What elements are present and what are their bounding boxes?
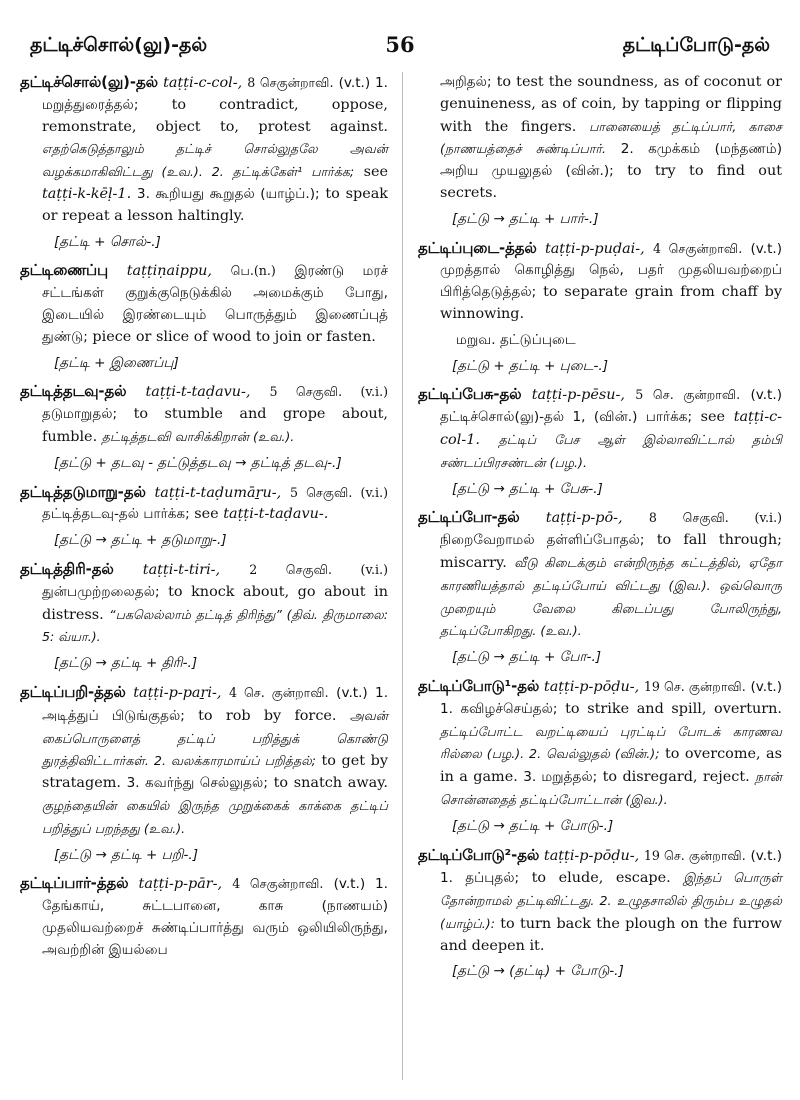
tamil-text: (v.t.) 1. கவிழச்செய்தல்; [440, 678, 783, 717]
english-gloss: to speak or repeat a lesson haltingly. [42, 185, 389, 224]
tamil-usage: பானையைத் தட்டிப்பார், காசை (நாணயத்தைச் சுண்டிப்பார். [440, 118, 782, 157]
transliteration: taṭṭi-p-pār-, [138, 876, 223, 893]
tamil-text: துன்பமுற்றலைதல்; [42, 583, 160, 600]
english-gloss: piece or slice of wood to join or fasten. [92, 328, 376, 345]
grammar-label: 4 செகுன்றாவி. [232, 876, 324, 892]
dictionary-entry [20, 482, 388, 527]
left-column [20, 72, 388, 965]
grammar-label: 19 செ. குன்றாவி. [643, 847, 746, 863]
tamil-usage: தட்டித்தடவி வாசிக்கிறான் (உவ.). [101, 428, 295, 444]
etymology: [தட்டு → தட்டி + தடுமாறு-.] [54, 532, 227, 549]
etymology: [தட்டு → தட்டி + பேசு-.] [452, 480, 603, 497]
tamil-text: தடுமாறுதல்; [42, 406, 118, 423]
synonym-note: மறுவ. தட்டுப்புடை [456, 331, 576, 348]
transliteration: taṭṭiṇaippu, [126, 263, 212, 280]
english-gloss: to snatch away. [273, 775, 389, 792]
headword: தட்டித்தடவு-தல் [20, 383, 127, 401]
transliteration: taṭṭi-p-pēsu-, [531, 387, 625, 404]
tamil-text: (v.t.) 1. அடித்துப் பிடுங்குதல்; [42, 684, 389, 724]
english-gloss: see [194, 506, 219, 523]
tamil-text: நிறைவேறாமல் தள்ளிப்போதல்; [440, 532, 645, 549]
transliteration: taṭṭi-c-col-, [163, 75, 243, 91]
transliteration: taṭṭi-p-paṟi-, [133, 684, 222, 701]
tamil-text: (v.t.) 1. தேங்காய், சுட்டபானை, காசு (நாணயம்) முதலியவற்றைச் சுண்டிப்பார்த்து வரும் ஒலியிலிருந்து, அவற்றின் இயல்பை [42, 876, 388, 958]
transliteration: taṭṭi-t-tiri-, [142, 561, 221, 578]
headword: தட்டிச்சொல்(லு)-தல் [20, 74, 158, 91]
right-column [418, 72, 782, 990]
dictionary-entry [20, 873, 388, 961]
dictionary-entry [418, 845, 782, 958]
transliteration: taṭṭi-p-pōḍu-, [543, 678, 640, 695]
grammar-label: 2 செகுவி. (v.i.) [249, 561, 389, 577]
headword: தட்டிப்பறி-த்தல் [20, 683, 126, 701]
dictionary-entry [20, 559, 388, 649]
grammar-label: 19 செ. குன்றாவி. [643, 678, 746, 694]
headword: தட்டிப்போடு²-தல் [418, 846, 540, 864]
english-gloss: to elude, escape. [531, 870, 671, 887]
english-gloss: to knock about, go about in distress. [42, 583, 388, 623]
etymology: [தட்டு → (தட்டி) + போடு-.] [452, 963, 624, 980]
english-gloss: to fall through; miscarry. [440, 532, 782, 571]
english-gloss: to get by stratagem. [42, 753, 389, 792]
tamil-text: 3. கவர்ந்து செல்லுதல்; [126, 775, 268, 792]
header-left-guideword: தட்டிச்சொல்(லு)-தல் [30, 34, 208, 56]
transliteration: taṭṭi-t-taḍavu-, [145, 384, 251, 401]
tamil-text: (v.t.) தட்டிச்சொல்(லு)-தல் 1, (வின்.) பார்க்க; [440, 387, 783, 426]
tamil-usage: இந்தப் பொருள் தோன்றாமல் தட்டிவிட்டது. 2. உழுதசாலில் திரும்ப உழுதல் (யாழ்ப்.): [440, 870, 782, 931]
headword: தட்டிப்போடு¹-தல் [418, 677, 540, 695]
tamil-text: 3. மறுத்தல்; [523, 769, 598, 786]
tamil-usage: எதற்கெடுத்தாலும் தட்டிச் சொல்லுதலே அவன் வழக்கமாகிவிட்டது (உவ.). 2. தட்டிக்கேள்¹ பார்க்க; [42, 141, 388, 180]
headword: தட்டிப்போ-தல் [418, 509, 520, 527]
grammar-label: 5 செகுவி. (v.i.) [269, 384, 388, 400]
headword: தட்டிணைப்பு [20, 262, 109, 280]
tamil-text: 2. கமுக்கம் (மந்தணம்) அறிய முயலுதல் (வின்.); [440, 141, 783, 180]
entry-continuation [418, 72, 782, 205]
english-gloss: see [700, 409, 726, 426]
etymology: [தட்டு → தட்டி + போ-.] [452, 649, 602, 666]
tamil-text: தட்டித்தடவு-தல் பார்க்க; [42, 506, 190, 523]
tamil-text: (v.t.) 1. மறுத்துரைத்தல்; [42, 75, 388, 113]
etymology: [தட்டு + தடவு - தட்டுத்தடவு → தட்டித் தடவு-.] [54, 454, 342, 471]
transliteration: taṭṭi-t-taḍavu-. [223, 506, 329, 523]
dictionary-entry [20, 682, 388, 841]
column-divider [402, 72, 403, 1080]
etymology: [தட்டி + இணைப்பு] [54, 354, 179, 371]
grammar-label: பெ.(n.) [230, 263, 276, 279]
grammar-label: 5 செகுவி. (v.i.) [289, 484, 389, 500]
etymology: [தட்டி + சொல்-.] [54, 233, 161, 250]
tamil-text: அறிதல்; [440, 74, 492, 90]
dictionary-entry [418, 238, 782, 326]
grammar-label: 5 செ. குன்றாவி. [635, 387, 741, 403]
tamil-usage: குழந்தையின் கையில் இருந்த முறுக்கைக் காக்கை தட்டிப் பறித்துப் பறந்தது (உவ.). [42, 797, 388, 836]
english-gloss: to test the soundness, as of coconut or genuineness, as of coin, by tapping or flipping with the fingers. [440, 74, 782, 135]
etymology: [தட்டு → தட்டி + போடு-.] [452, 817, 614, 834]
tamil-usage: “பகலெல்லாம் தட்டித் திரிந்து” (திவ். திருமாலை: 5: வ்யா.). [42, 606, 389, 645]
english-gloss: to stumble and grope about, fumble. [42, 406, 389, 445]
grammar-label: 4 செ. குன்றாவி. [229, 684, 329, 700]
english-gloss: to separate grain from chaff by winnowing. [440, 284, 782, 322]
grammar-label: 4 செகுன்றாவி. [652, 240, 743, 256]
etymology: [தட்டு → தட்டி + திரி-.] [54, 655, 198, 672]
headword: தட்டித்தடுமாறு-தல் [20, 483, 146, 501]
headword: தட்டிப்பார்-த்தல் [20, 875, 129, 893]
etymology: [தட்டு + தட்டி + புடை-.] [452, 357, 608, 374]
dictionary-entry [20, 72, 388, 228]
dictionary-entry [418, 384, 782, 474]
english-gloss: to disregard, reject. [602, 769, 750, 786]
tamil-text: 3. கூறியது கூறுதல் (யாழ்ப்.); [136, 185, 320, 202]
english-gloss: to overcome, as in a game. [440, 746, 783, 786]
tamil-usage: தட்டிப்போட்ட வறட்டியைப் புரட்டிப் போடக் காரணவ ரில்லை (பழ.). 2. வெல்லுதல் (வின்.); [440, 723, 782, 762]
grammar-label: 8 செகுன்றாவி. [247, 75, 334, 90]
etymology: [தட்டு → தட்டி + பார்-.] [452, 210, 599, 227]
transliteration: taṭṭi-p-pōḍu-, [543, 847, 640, 864]
transliteration: taṭṭi-p-pō-, [545, 510, 623, 527]
page-number: 56 [385, 32, 415, 57]
english-gloss: see [363, 164, 388, 181]
tamil-usage: தட்டிப் பேச ஆள் இல்லாவிட்டால் தம்பி சண்டப்பிரசண்டன் (பழ.). [440, 431, 782, 470]
dictionary-entry [418, 507, 782, 643]
transliteration: taṭṭi-c-col-1. [440, 409, 783, 448]
dictionary-entry [20, 381, 388, 448]
tamil-text: (v.t.) 1. தப்புதல்; [440, 847, 783, 887]
tamil-usage: நான் சொன்னதைத் தட்டிப்போட்டான் (இவ.). [440, 769, 782, 807]
transliteration: taṭṭi-t-taḍumāṟu-, [154, 484, 282, 501]
dictionary-entry [418, 676, 782, 812]
etymology: [தட்டு → தட்டி + பறி-.] [54, 846, 199, 863]
headword: தட்டிப்புடை-த்தல் [418, 239, 537, 257]
english-gloss: to turn back the plough on the furrow and deepen it. [440, 915, 782, 954]
english-gloss: to strike and spill, overturn. [565, 700, 782, 717]
headword: தட்டிப்பேசு-தல் [418, 386, 522, 404]
tamil-text: (v.t.) முறத்தால் கொழித்து நெல், பதர் முதலியவற்றைப் பிரித்தெடுத்தல்; [440, 240, 783, 301]
tamil-usage: அவன் கைப்பொருளைத் தட்டிப் பறித்துக் கொண்டு துரத்திவிட்டார்கள். 2. வலக்காரமாய்ப் பறித்தல்; [42, 707, 388, 769]
dictionary-entry [20, 260, 388, 348]
english-gloss: to rob by force. [198, 707, 337, 724]
transliteration: taṭṭi-k-kēḷ-1. [42, 185, 132, 202]
english-gloss: to try to find out secrets. [440, 163, 782, 201]
grammar-label: 8 செகுவி. (v.i.) [648, 510, 782, 526]
tamil-text: இரண்டு மரச் சட்டங்கள் குறுக்குநெடுக்கில் அமைக்கும் போது, இடையில் இரண்டையும் பொருத்தும் இணைப்புத் துண்டு; [42, 263, 389, 345]
headword: தட்டித்திரி-தல் [20, 560, 114, 578]
transliteration: taṭṭi-p-puḍai-, [544, 240, 645, 257]
page-header [30, 34, 770, 62]
header-right-guideword: தட்டிப்போடு-தல் [622, 34, 770, 56]
tamil-usage: வீடு கிடைக்கும் என்றிருந்த கட்டத்தில், ஏதோ காரணியத்தால் தட்டிப்போய் விட்டது (இவ.). ஒவ்வொரு முறையும் வேலை கிடைப்பது போலிருந்து, தட்டிப்போகிறது. (உவ.). [440, 554, 782, 639]
english-gloss: to contradict, oppose, remonstrate, object to, protest against. [42, 96, 388, 135]
